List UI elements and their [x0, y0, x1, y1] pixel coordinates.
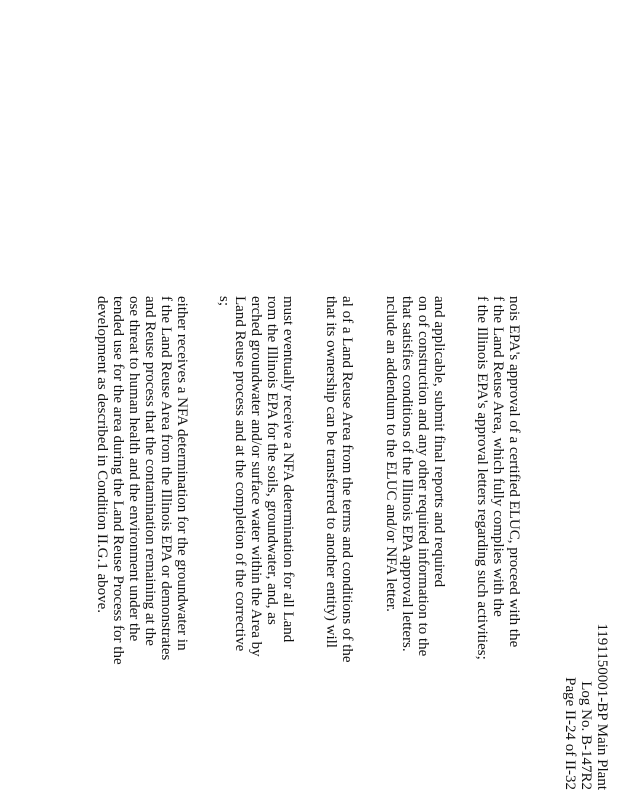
paragraph-5-line-5: tended use for the area during the Land Reuse Process for the [110, 296, 126, 665]
paragraph-5-line-1: either receives a NFA determination for the groundwater in [174, 296, 190, 651]
paragraph-1-line-2: f the Land Reuse Area, which fully complies with the [490, 296, 506, 617]
paragraph-5-line-3: and Reuse process that the contamination remaining at the [142, 296, 158, 646]
paragraph-1-line-1: nois EPA's approval of a certified ELUC, proceed with the [506, 296, 522, 648]
paragraph-2-line-4: nclude an addendum to the ELUC and/or NFA letter. [383, 296, 399, 612]
header-page-number: Page II-24 of II-32 [562, 677, 578, 790]
header-log-number: Log No. B-147R2 [578, 681, 594, 790]
paragraph-5-line-6: development as described in Condition II.G.1 above. [94, 296, 110, 614]
paragraph-5-line-2: f the Land Reuse Area from the Illinois EPA or demonstrates [158, 296, 174, 661]
paragraph-2-line-1: and applicable, submit final reports and required [431, 296, 447, 588]
paragraph-4-line-1: must eventually receive a NFA determination for all Land [280, 296, 296, 643]
paragraph-2-line-3: that satisfies conditions of the Illinois EPA approval letters. [399, 296, 415, 652]
paragraph-1-line-3: f the Illinois EPA's approval letters regarding such activities; [474, 296, 490, 660]
paragraph-3-line-1: al of a Land Reuse Area from the terms and conditions of the [339, 296, 355, 663]
paragraph-4-line-5: s; [216, 296, 232, 307]
paragraph-3-line-2: that its ownership can be transferred to another entity) will [323, 296, 339, 648]
header-facility-id: 1191150001-BP Main Plant [594, 623, 610, 790]
paragraph-5-line-4: ose threat to human health and the environment under the [126, 296, 142, 642]
rotated-document-page [90, 296, 618, 800]
paragraph-4-line-4: Land Reuse process and at the completion of the corrective [232, 296, 248, 652]
paragraph-2-line-2: on of construction and any other required information to the [415, 296, 431, 657]
paragraph-4-line-3: erched groundwater and/or surface water within the Area by [248, 296, 264, 657]
paragraph-4-line-2: rom the Illinois EPA for the soils, groundwater, and, as [264, 296, 280, 625]
